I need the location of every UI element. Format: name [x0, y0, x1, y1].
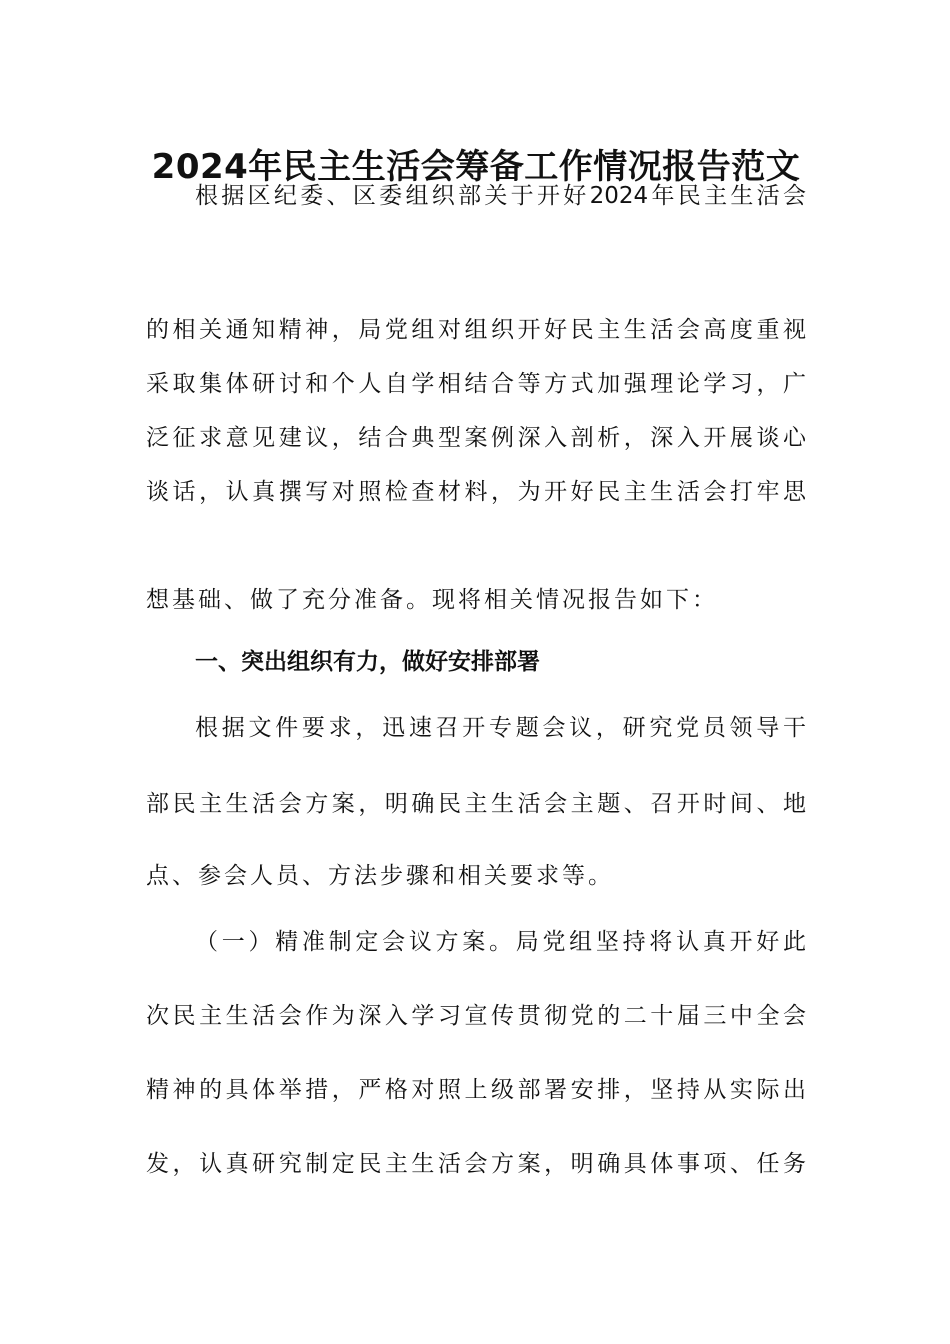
paragraph-line: 次民主生活会作为深入学习宣传贯彻党的二十届三中全会 [146, 1003, 806, 1029]
paragraph-line: 精神的具体举措，严格对照上级部署安排，坚持从实际出 [146, 1077, 806, 1103]
paragraph-line: （一）精准制定会议方案。局党组坚持将认真开好此 [195, 929, 806, 955]
paragraph-line: 根据区纪委、区委组织部关于开好2024年民主生活会 [195, 183, 806, 209]
paragraph-line: 发，认真研究制定民主生活会方案，明确具体事项、任务 [146, 1151, 806, 1177]
paragraph-line: 根据文件要求，迅速召开专题会议，研究党员领导干 [195, 715, 806, 741]
paragraph-line: 谈话，认真撰写对照检查材料，为开好民主生活会打牢思 [146, 479, 806, 505]
paragraph-line: 部民主生活会方案，明确民主生活会主题、召开时间、地 [146, 791, 806, 817]
section-heading: 一、突出组织有力，做好安排部署 [195, 649, 540, 675]
paragraph-line: 想基础、做了充分准备。现将相关情况报告如下： [146, 587, 718, 613]
paragraph-line: 点、参会人员、方法步骤和相关要求等。 [146, 863, 614, 889]
paragraph-line: 的相关通知精神，局党组对组织开好民主生活会高度重视 [146, 317, 806, 343]
paragraph-line: 采取集体研讨和个人自学相结合等方式加强理论学习，广 [146, 371, 806, 397]
paragraph-line: 泛征求意见建议，结合典型案例深入剖析，深入开展谈心 [146, 425, 806, 451]
document-title: 2024年民主生活会筹备工作情况报告范文 [151, 147, 801, 187]
